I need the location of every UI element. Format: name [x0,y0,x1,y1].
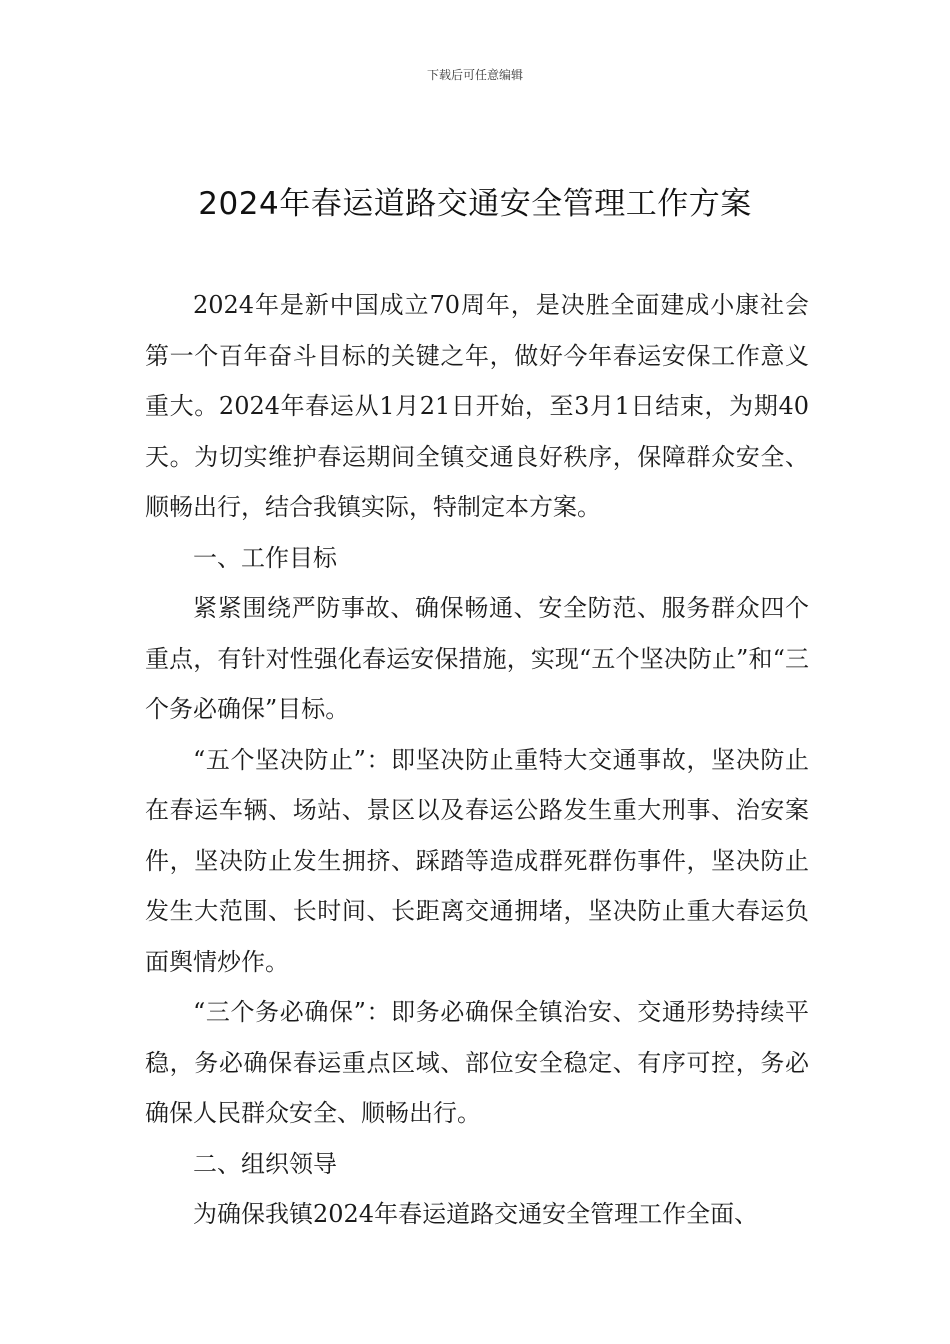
document-title: 2024年春运道路交通安全管理工作方案 [198,186,752,222]
section-heading-goals: 一、工作目标 [193,543,337,572]
paragraph-three-ensure: “三个务必确保”：即务必确保全镇治安、交通形势持续平稳，务必确保春运重点区域、部位安全稳定、有序可控，务必确保人民群众安全、顺畅出行。 [145,998,809,1127]
section-heading-leadership: 二、组织领导 [193,1149,337,1178]
document-body [145,280,809,1240]
paragraph-goals: 紧紧围绕严防事故、确保畅通、安全防范、服务群众四个重点，有针对性强化春运安保措施，实现“五个坚决防止”和“三个务必确保”目标。 [145,594,809,723]
paragraph-five-prevent: “五个坚决防止”：即坚决防止重特大交通事故，坚决防止在春运车辆、场站、景区以及春运公路发生重大刑事、治安案件，坚决防止发生拥挤、踩踏等造成群死群伤事件，坚决防止发生大范围、长时间、长距离交通拥堵，坚决防止重大春运负面舆情炒作。 [145,745,809,976]
paragraph-intro: 2024年是新中国成立70周年，是决胜全面建成小康社会第一个百年奋斗目标的关键之年，做好今年春运安保工作意义重大。2024年春运从1月21日开始，至3月1日结束，为期40天。为切实维护春运期间全镇交通良好秩序，保障群众安全、顺畅出行，结合我镇实际，特制定本方案。 [145,291,809,521]
paragraph-leadership: 为确保我镇2024年春运道路交通安全管理工作全面、 [193,1200,759,1228]
header-note: 下载后可任意编辑 [426,68,523,82]
